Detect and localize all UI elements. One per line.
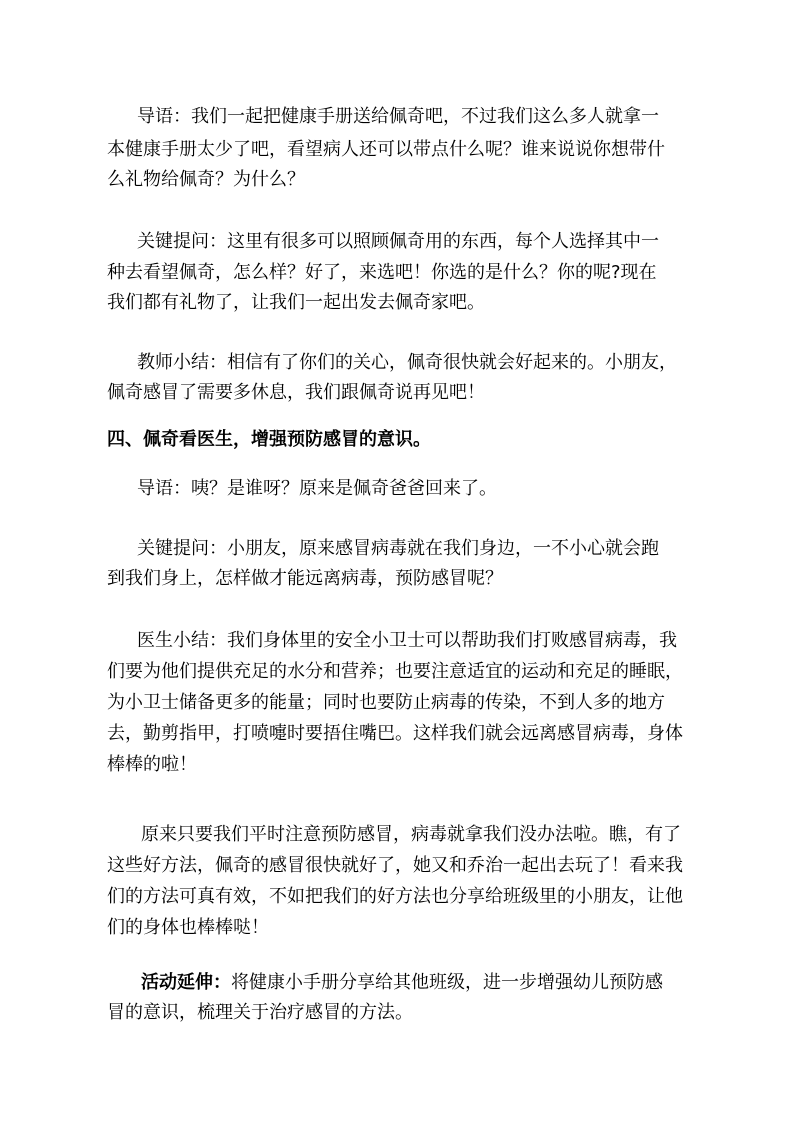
paragraph-1-line-3: 么礼物给佩奇？为什么？ [107, 169, 305, 190]
paragraph-6-line-5: 棒棒的啦！ [107, 754, 197, 775]
paragraph-5-line-1: 关键提问：小朋友，原来感冒病毒就在我们身边，一不小心就会跑 [137, 538, 659, 559]
paragraph-6-line-2: 们要为他们提供充足的水分和营养；也要注意适宜的运动和充足的睡眠， [107, 661, 683, 682]
paragraph-6-line-4: 去，勤剪指甲，打喷嚏时要捂住嘴巴。这样我们就会远离感冒病毒，身体 [107, 723, 683, 744]
paragraph-3-line-1: 教师小结：相信有了你们的关心，佩奇很快就会好起来的。小朋友， [137, 352, 677, 373]
paragraph-5-line-2: 到我们身上，怎样做才能远离病毒，预防感冒呢？ [107, 568, 503, 589]
activity-extension-text: 将健康小手册分享给其他班级，进一步增强幼儿预防感 [231, 972, 663, 993]
paragraph-6-line-1: 医生小结：我们身体里的安全小卫士可以帮助我们打败感冒病毒，我 [137, 630, 677, 651]
paragraph-8-line-1 [141, 972, 663, 994]
paragraph-7-line-1: 原来只要我们平时注意预防感冒，病毒就拿我们没办法啦。瞧，有了 [141, 824, 681, 845]
paragraph-4-line-1: 导语：咦？是谁呀？原来是佩奇爸爸回来了。 [137, 478, 497, 499]
paragraph-7-line-2: 这些好方法，佩奇的感冒很快就好了，她又和乔治一起出去玩了！看来我 [107, 855, 683, 876]
paragraph-8-line-2: 冒的意识，梳理关于治疗感冒的方法。 [107, 1002, 413, 1023]
paragraph-7-line-4: 们的身体也棒棒哒！ [107, 917, 269, 938]
paragraph-7-line-3: 们的方法可真有效，不如把我们的好方法也分享给班级里的小朋友，让他 [107, 886, 683, 907]
paragraph-2-line-3: 我们都有礼物了，让我们一起出发去佩奇家吧。 [107, 292, 485, 313]
paragraph-1-line-1: 导语：我们一起把健康手册送给佩奇吧，不过我们这么多人就拿一 [137, 106, 659, 127]
section-heading-4: 四、佩奇看医生，增强预防感冒的意识。 [107, 429, 431, 450]
paragraph-6-line-3: 为小卫士储备更多的能量；同时也要防止病毒的传染，不到人多的地方 [107, 692, 665, 713]
paragraph-2-line-1: 关键提问：这里有很多可以照顾佩奇用的东西，每个人选择其中一 [137, 231, 659, 252]
paragraph-1-line-2: 本健康手册太少了吧，看望病人还可以带点什么呢？谁来说说你想带什 [107, 139, 665, 160]
activity-extension-label: 活动延伸： [141, 972, 231, 993]
paragraph-3-line-2: 佩奇感冒了需要多休息，我们跟佩奇说再见吧！ [107, 382, 485, 403]
paragraph-2-line-2: 种去看望佩奇，怎么样？好了，来选吧！你选的是什么？你的呢?现在 [107, 262, 657, 283]
